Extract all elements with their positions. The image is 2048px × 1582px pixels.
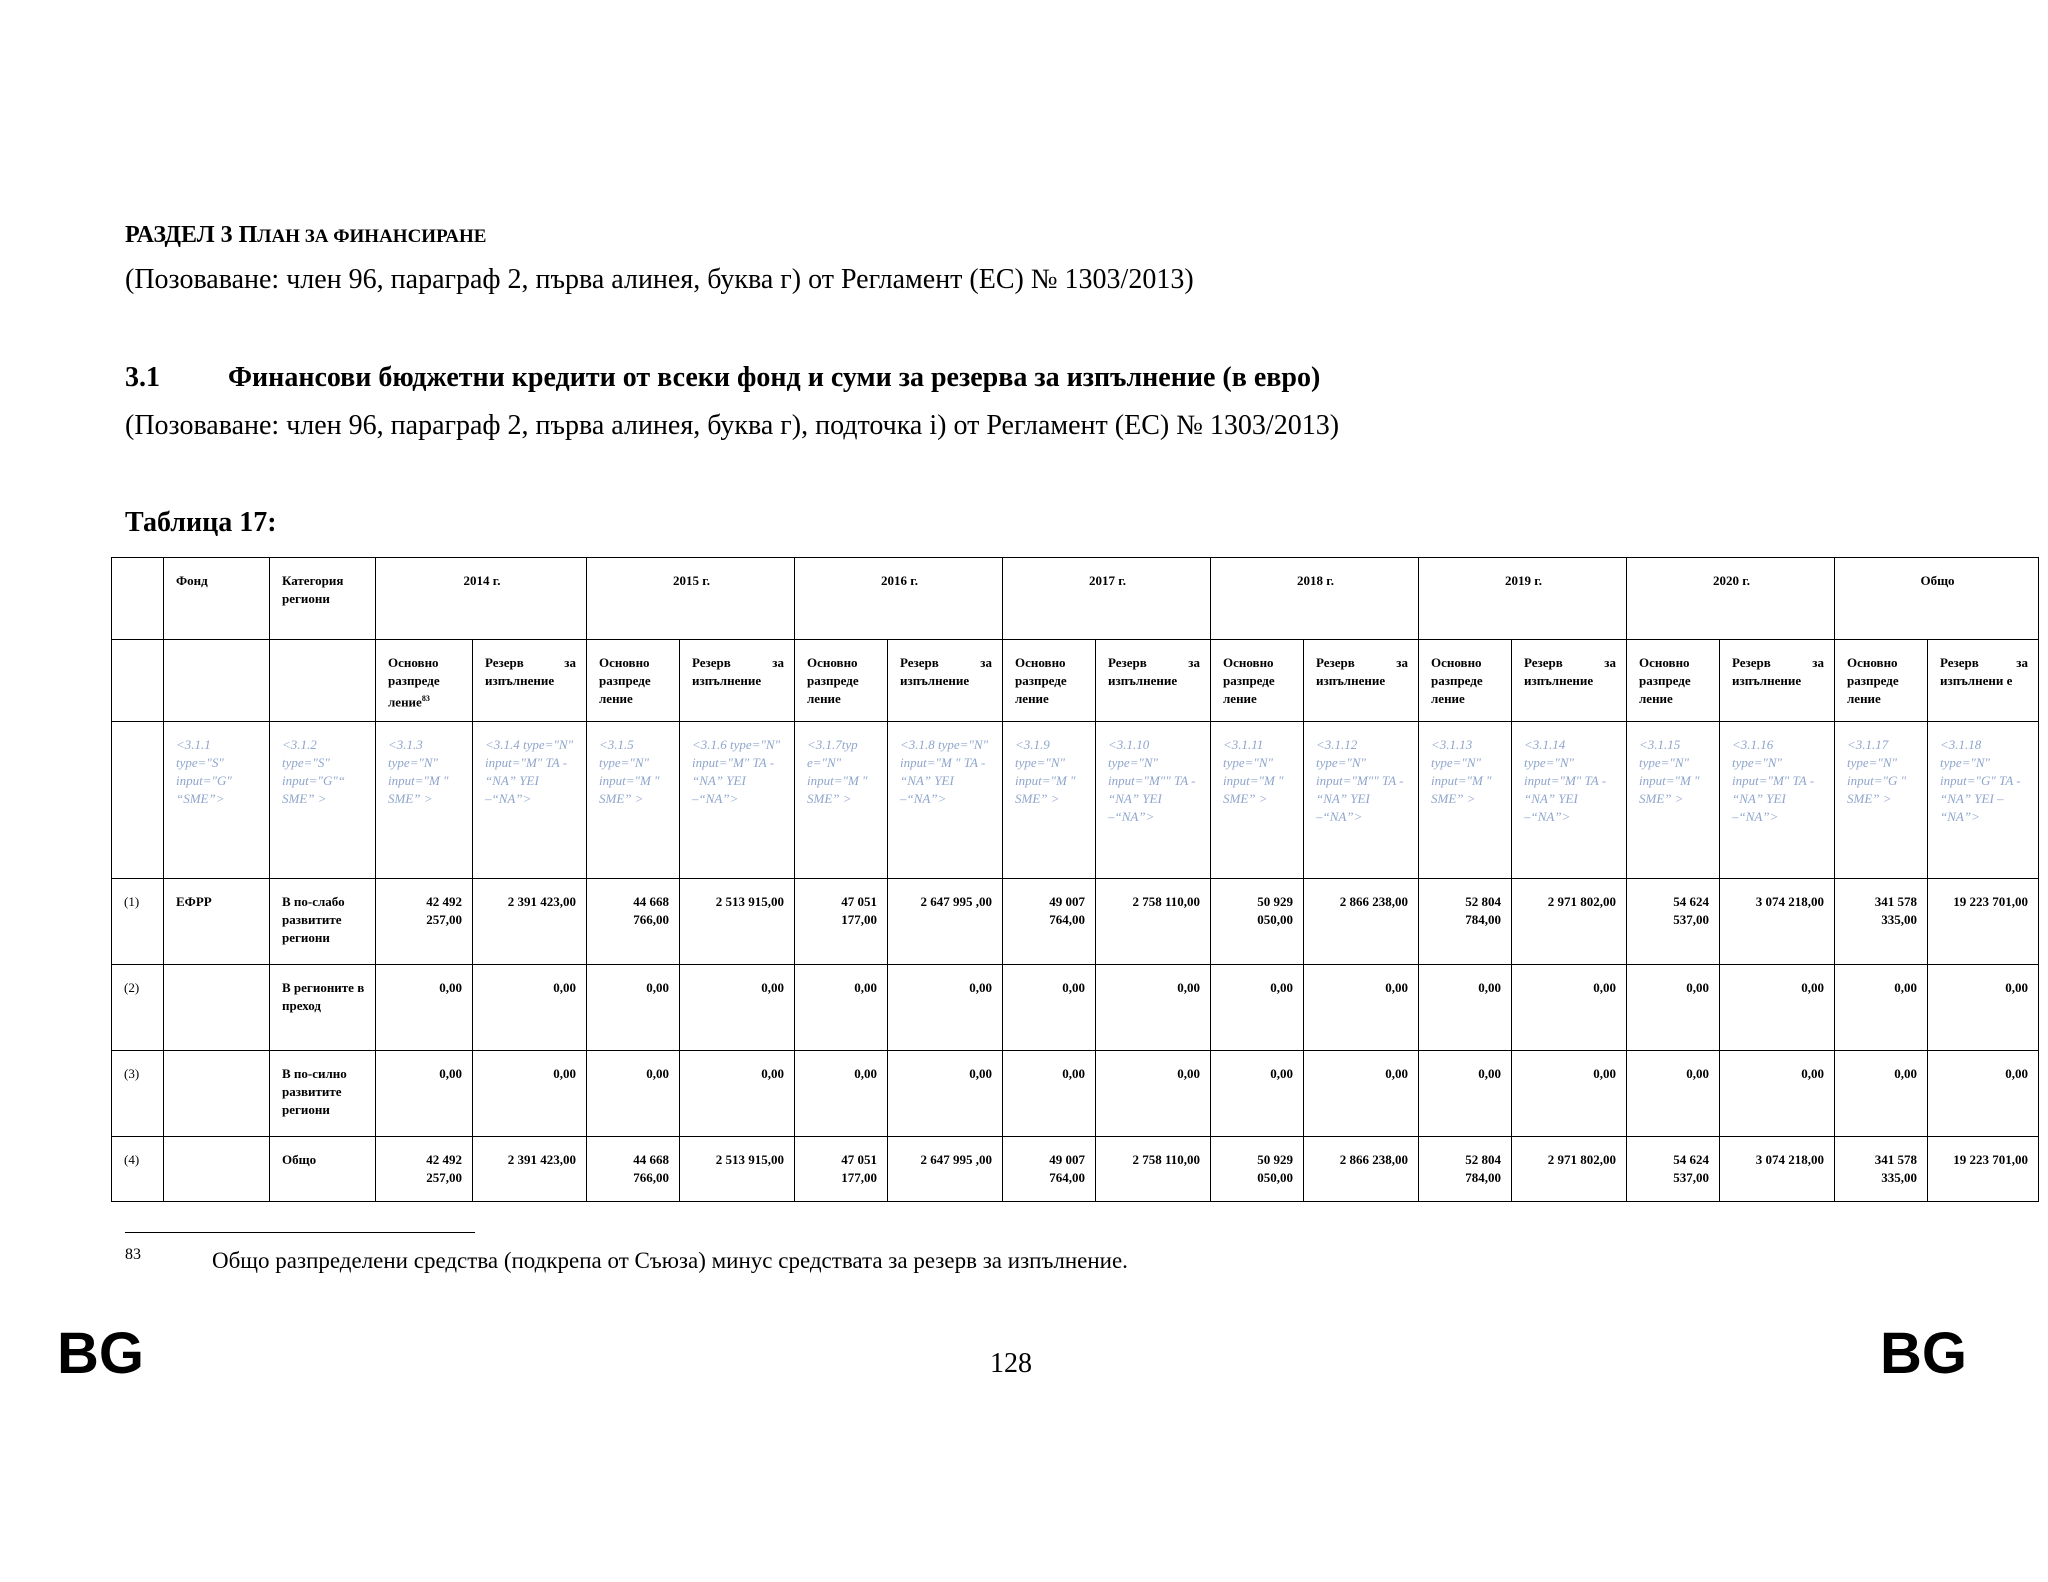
- subheader-main-allocation: Основно разпреде ление: [1419, 640, 1512, 722]
- field-code: <3.1.7typ e="N" input="M " SME” >: [795, 722, 888, 879]
- row-value: 0,00: [1835, 1051, 1928, 1137]
- row-value: 2 866 238,00: [1304, 879, 1419, 965]
- row-value: 0,00: [1211, 1051, 1304, 1137]
- row-value: 52 804 784,00: [1419, 879, 1512, 965]
- section-title-main: РАЗДЕЛ 3 П: [125, 222, 258, 248]
- row-value: 2 971 802,00: [1512, 879, 1627, 965]
- subheader-main-allocation: Основно разпреде ление: [1627, 640, 1720, 722]
- footnote-text: Общо разпределени средства (подкрепа от Съюза) минус средствата за резерв за изпълнение.: [212, 1248, 1128, 1273]
- row-value: 0,00: [587, 1051, 680, 1137]
- table-row: [112, 1137, 2039, 1202]
- row-value: 341 578 335,00: [1835, 879, 1928, 965]
- section-reference: (Позоваване: член 96, параграф 2, първа алинея, буква г) от Регламент (ЕС) № 1303/2013): [125, 264, 1194, 295]
- section-title: [125, 222, 486, 249]
- row-value: 2 647 995 ,00: [888, 879, 1003, 965]
- field-code: <3.1.14 type="N" input="M" TA - “NA” YEI –“NA”>: [1512, 722, 1627, 879]
- language-mark-left: BG: [57, 1321, 144, 1386]
- row-value: 47 051 177,00: [795, 879, 888, 965]
- subheader-empty: [112, 640, 164, 722]
- row-value: 341 578 335,00: [1835, 1137, 1928, 1202]
- field-code: <3.1.6 type="N" input="M" TA - “NA” YEI –“NA”>: [680, 722, 795, 879]
- subheader-performance-reserve: Резерв за изпълнение: [1512, 640, 1627, 722]
- row-value: 0,00: [1304, 1051, 1419, 1137]
- row-value: 52 804 784,00: [1419, 1137, 1512, 1202]
- row-fund: ЕФРР: [164, 879, 270, 965]
- header-category: Категория региони: [270, 558, 376, 640]
- language-mark-right: BG: [1880, 1321, 1967, 1386]
- table-row: [112, 879, 2039, 965]
- subheader-performance-reserve: Резерв за изпълнени е: [1928, 640, 2039, 722]
- row-value: 0,00: [795, 965, 888, 1051]
- row-value: 0,00: [1096, 1051, 1211, 1137]
- row-value: 0,00: [888, 1051, 1003, 1137]
- subheader-performance-reserve: Резерв за изпълнение: [473, 640, 587, 722]
- header-year: 2018 г.: [1211, 558, 1419, 640]
- code-empty: [112, 722, 164, 879]
- row-index: (3): [112, 1051, 164, 1137]
- field-code: <3.1.15 type="N" input="M " SME” >: [1627, 722, 1720, 879]
- row-value: 50 929 050,00: [1211, 879, 1304, 965]
- subsection-title: Финансови бюджетни кредити от всеки фонд и суми за резерва за изпълнение (в евро): [228, 362, 1321, 393]
- field-code: <3.1.18 type="N" input="G" TA - “NA” YEI – “NA”>: [1928, 722, 2039, 879]
- row-value: 2 971 802,00: [1512, 1137, 1627, 1202]
- row-value: 2 391 423,00: [473, 879, 587, 965]
- field-code: <3.1.10 type="N" input="M"" TA - “NA” YEI –“NA”>: [1096, 722, 1211, 879]
- row-value: 0,00: [473, 1051, 587, 1137]
- row-value: 54 624 537,00: [1627, 1137, 1720, 1202]
- subheader-main-allocation: Основно разпреде ление: [1835, 640, 1928, 722]
- row-value: 2 758 110,00: [1096, 879, 1211, 965]
- financing-table: [111, 557, 2039, 1202]
- subheader-performance-reserve: Резерв за изпълнение: [1096, 640, 1211, 722]
- row-value: 3 074 218,00: [1720, 1137, 1835, 1202]
- subheader-performance-reserve: Резерв за изпълнение: [1720, 640, 1835, 722]
- row-value: 0,00: [1419, 1051, 1512, 1137]
- subheader-performance-reserve: Резерв за изпълнение: [888, 640, 1003, 722]
- row-value: 0,00: [1512, 1051, 1627, 1137]
- row-value: 42 492 257,00: [376, 879, 473, 965]
- row-value: 0,00: [376, 965, 473, 1051]
- field-code: <3.1.1 type="S" input="G" “SME”>: [164, 722, 270, 879]
- row-category: В регионите в преход: [270, 965, 376, 1051]
- row-value: 44 668 766,00: [587, 1137, 680, 1202]
- table-row: [112, 1051, 2039, 1137]
- row-value: 42 492 257,00: [376, 1137, 473, 1202]
- row-value: 0,00: [1627, 965, 1720, 1051]
- row-value: 0,00: [1835, 965, 1928, 1051]
- footnote-ref: 83: [421, 694, 430, 703]
- subsection-heading: [125, 362, 1320, 394]
- field-code: <3.1.16 type="N" input="M" TA - “NA” YEI –“NA”>: [1720, 722, 1835, 879]
- row-value: 47 051 177,00: [795, 1137, 888, 1202]
- row-value: 0,00: [1928, 1051, 2039, 1137]
- row-value: 0,00: [680, 965, 795, 1051]
- header-year: 2014 г.: [376, 558, 587, 640]
- row-value: 2 866 238,00: [1304, 1137, 1419, 1202]
- section-title-small-caps: ЛАН ЗА ФИНАНСИРАНЕ: [257, 226, 487, 247]
- header-year: 2020 г.: [1627, 558, 1835, 640]
- header-row-years: [112, 558, 2039, 640]
- subsection-reference: (Позоваване: член 96, параграф 2, първа алинея, буква г), подточка i) от Регламент (ЕС) № 1303/2013): [125, 410, 1340, 441]
- row-index: (1): [112, 879, 164, 965]
- header-year: 2016 г.: [795, 558, 1003, 640]
- row-value: 2 513 915,00: [680, 879, 795, 965]
- field-code: <3.1.11 type="N" input="M " SME” >: [1211, 722, 1304, 879]
- row-value: 3 074 218,00: [1720, 879, 1835, 965]
- subheader-main-allocation: [376, 640, 473, 722]
- subheader-main-allocation: Основно разпреде ление: [587, 640, 680, 722]
- subheader-main-allocation: Основно разпреде ление: [1003, 640, 1096, 722]
- row-value: 50 929 050,00: [1211, 1137, 1304, 1202]
- row-index: (4): [112, 1137, 164, 1202]
- field-code: <3.1.13 type="N" input="M " SME” >: [1419, 722, 1512, 879]
- field-code: <3.1.4 type="N" input="M" TA - “NA” YEI –“NA”>: [473, 722, 587, 879]
- table-label: Таблица 17:: [125, 507, 277, 538]
- row-value: 0,00: [888, 965, 1003, 1051]
- row-value: 54 624 537,00: [1627, 879, 1720, 965]
- row-value: 0,00: [1720, 1051, 1835, 1137]
- row-fund: [164, 1051, 270, 1137]
- header-total: Общо: [1835, 558, 2039, 640]
- footnote-divider: [125, 1232, 475, 1233]
- field-code: <3.1.2 type="S" input="G"“ SME” >: [270, 722, 376, 879]
- header-fund: Фонд: [164, 558, 270, 640]
- subheader-main-allocation: Основно разпреде ление: [795, 640, 888, 722]
- row-value: 19 223 701,00: [1928, 879, 2039, 965]
- header-year: 2019 г.: [1419, 558, 1627, 640]
- subheader-main-allocation: Основно разпреде ление: [1211, 640, 1304, 722]
- row-fund: [164, 1137, 270, 1202]
- row-category: В по-слабо развитите региони: [270, 879, 376, 965]
- row-index: (2): [112, 965, 164, 1051]
- row-fund: [164, 965, 270, 1051]
- field-code: <3.1.8 type="N" input="M " TA - “NA” YEI –“NA”>: [888, 722, 1003, 879]
- field-code: <3.1.12 type="N" input="M"" TA - “NA” YEI –“NA”>: [1304, 722, 1419, 879]
- subheader-performance-reserve: Резерв за изпълнение: [1304, 640, 1419, 722]
- header-year: 2015 г.: [587, 558, 795, 640]
- page-number: 128: [990, 1348, 1032, 1379]
- field-code: <3.1.5 type="N" input="M " SME” >: [587, 722, 680, 879]
- header-empty: [112, 558, 164, 640]
- row-value: 0,00: [376, 1051, 473, 1137]
- header-year: 2017 г.: [1003, 558, 1211, 640]
- subheader-empty: [164, 640, 270, 722]
- subheader-main-allocation-text: Основно разпреде ление: [388, 655, 440, 710]
- row-value: 0,00: [1419, 965, 1512, 1051]
- subheader-performance-reserve: Резерв за изпълнение: [680, 640, 795, 722]
- row-category: В по-силно развитите региони: [270, 1051, 376, 1137]
- row-value: 0,00: [473, 965, 587, 1051]
- row-value: 49 007 764,00: [1003, 1137, 1096, 1202]
- row-category: Общо: [270, 1137, 376, 1202]
- row-value: 0,00: [1627, 1051, 1720, 1137]
- field-code: <3.1.9 type="N" input="M " SME” >: [1003, 722, 1096, 879]
- field-code: <3.1.17 type="N" input="G " SME” >: [1835, 722, 1928, 879]
- row-value: 0,00: [795, 1051, 888, 1137]
- subsection-number: 3.1: [125, 362, 160, 393]
- row-value: 0,00: [680, 1051, 795, 1137]
- subheader-empty: [270, 640, 376, 722]
- row-value: 0,00: [1096, 965, 1211, 1051]
- row-value: 0,00: [1003, 1051, 1096, 1137]
- row-value: 0,00: [1003, 965, 1096, 1051]
- table-row: [112, 965, 2039, 1051]
- field-code: <3.1.3 type="N" input="M " SME” >: [376, 722, 473, 879]
- row-value: 0,00: [587, 965, 680, 1051]
- footnote-number: 83: [125, 1246, 141, 1263]
- row-value: 0,00: [1720, 965, 1835, 1051]
- row-value: 44 668 766,00: [587, 879, 680, 965]
- header-row-subcolumns: [112, 640, 2039, 722]
- row-value: 2 391 423,00: [473, 1137, 587, 1202]
- header-row-codes: [112, 722, 2039, 879]
- row-value: 49 007 764,00: [1003, 879, 1096, 965]
- row-value: 19 223 701,00: [1928, 1137, 2039, 1202]
- row-value: 2 758 110,00: [1096, 1137, 1211, 1202]
- row-value: 0,00: [1512, 965, 1627, 1051]
- row-value: 0,00: [1928, 965, 2039, 1051]
- row-value: 2 513 915,00: [680, 1137, 795, 1202]
- row-value: 2 647 995 ,00: [888, 1137, 1003, 1202]
- row-value: 0,00: [1304, 965, 1419, 1051]
- row-value: 0,00: [1211, 965, 1304, 1051]
